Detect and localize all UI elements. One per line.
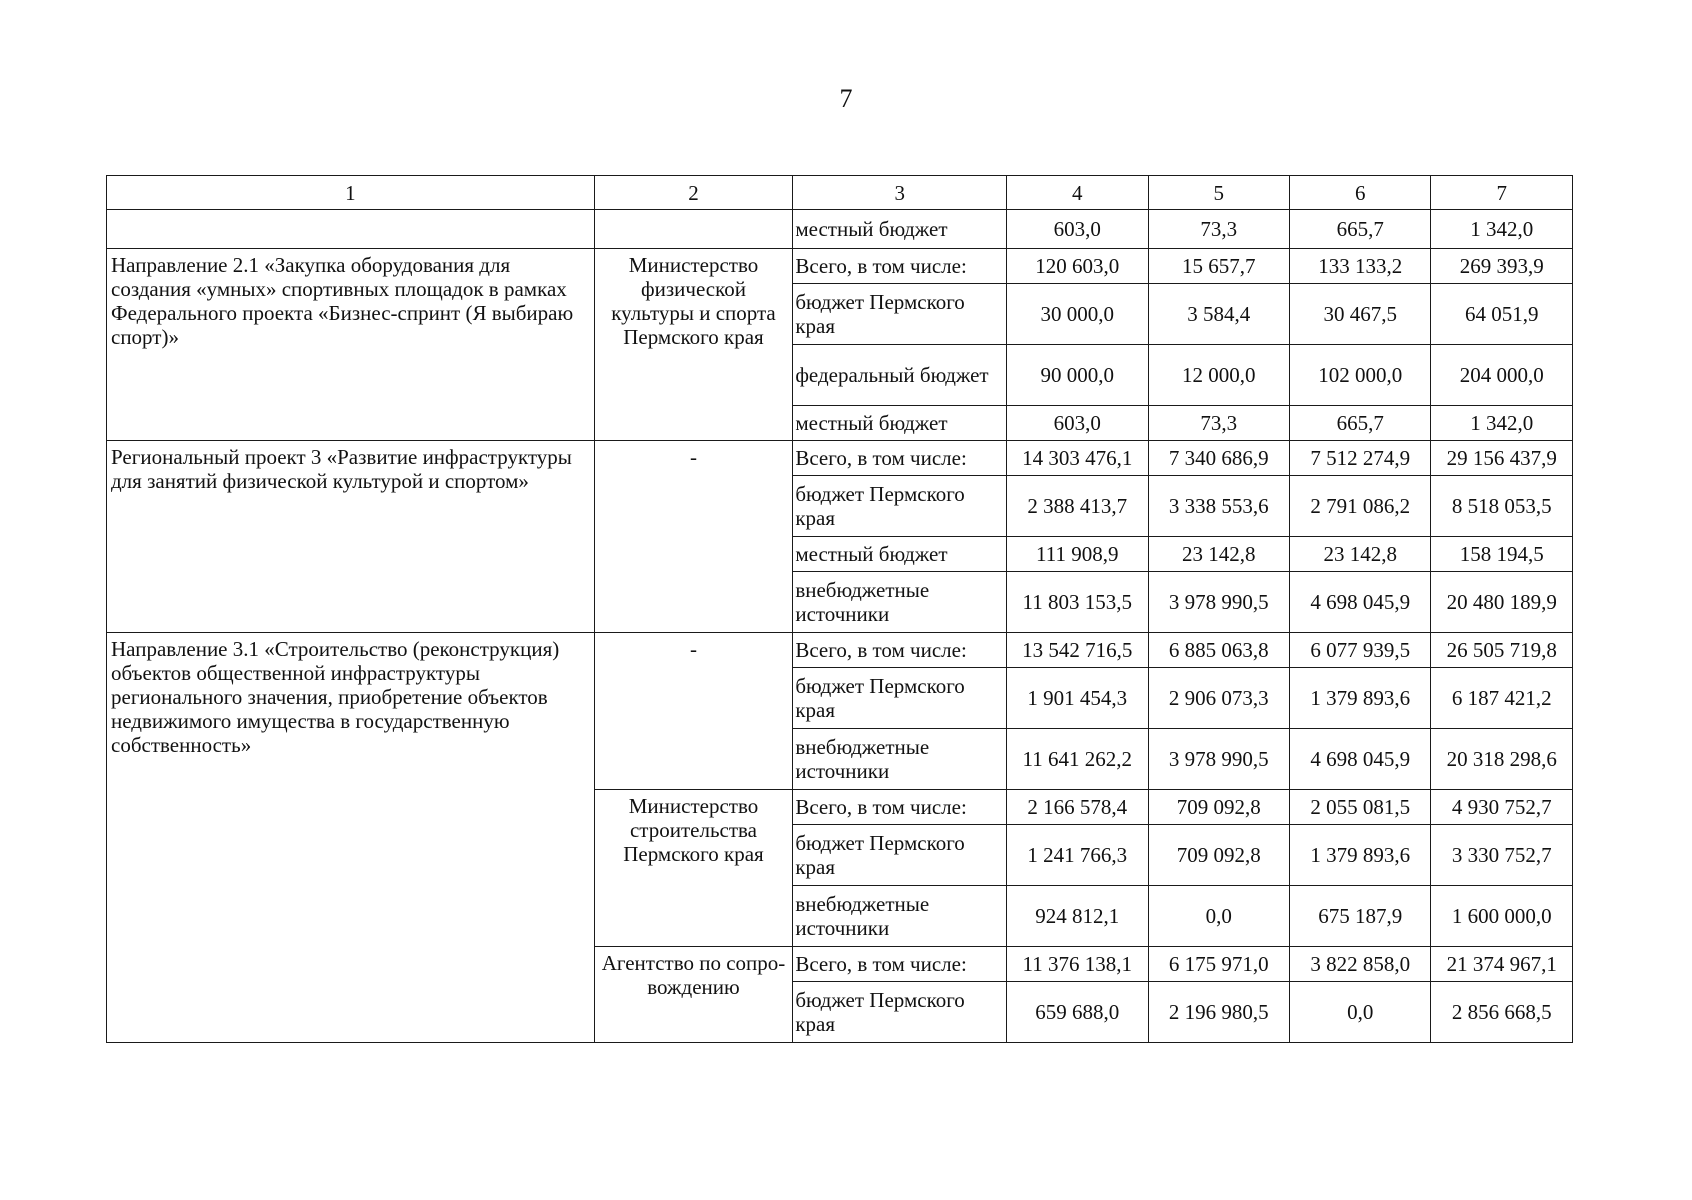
amount-cell: 2 856 668,5 bbox=[1431, 982, 1573, 1043]
amount-cell: 924 812,1 bbox=[1007, 886, 1148, 947]
amount-cell: 603,0 bbox=[1007, 406, 1148, 441]
amount-cell: 0,0 bbox=[1148, 886, 1289, 947]
amount-cell: 1 379 893,6 bbox=[1289, 825, 1430, 886]
amount-cell: 4 930 752,7 bbox=[1431, 790, 1573, 825]
funding-source-cell: местный бюджет bbox=[793, 406, 1007, 441]
funding-source-cell: федеральный бюджет bbox=[793, 345, 1007, 406]
amount-cell: 3 822 858,0 bbox=[1289, 947, 1430, 982]
amount-cell: 120 603,0 bbox=[1007, 249, 1148, 284]
amount-cell: 23 142,8 bbox=[1289, 537, 1430, 572]
amount-cell: 30 467,5 bbox=[1289, 284, 1430, 345]
amount-cell: 15 657,7 bbox=[1148, 249, 1289, 284]
program-name-cell: Направление 3.1 «Строительство (реконструкция) объектов общественной инфраструктуры регионального значения, приобретение объектов недвижимого имущества в государственную собственность» bbox=[107, 633, 595, 1043]
funding-source-cell: внебюджетные источники bbox=[793, 729, 1007, 790]
amount-cell: 111 908,9 bbox=[1007, 537, 1148, 572]
header-row bbox=[107, 176, 1573, 210]
funding-source-cell: бюджет Пермского края bbox=[793, 284, 1007, 345]
amount-cell: 29 156 437,9 bbox=[1431, 441, 1573, 476]
table-row bbox=[107, 210, 1573, 249]
amount-cell: 7 512 274,9 bbox=[1289, 441, 1430, 476]
column-header: 6 bbox=[1289, 176, 1430, 210]
amount-cell: 102 000,0 bbox=[1289, 345, 1430, 406]
column-header: 5 bbox=[1148, 176, 1289, 210]
executor-cell: Министерство физической культуры и спорта Пермского края bbox=[594, 249, 793, 441]
amount-cell: 659 688,0 bbox=[1007, 982, 1148, 1043]
amount-cell: 1 600 000,0 bbox=[1431, 886, 1573, 947]
amount-cell: 3 978 990,5 bbox=[1148, 572, 1289, 633]
amount-cell: 73,3 bbox=[1148, 406, 1289, 441]
amount-cell: 1 342,0 bbox=[1431, 406, 1573, 441]
amount-cell: 6 175 971,0 bbox=[1148, 947, 1289, 982]
amount-cell: 20 480 189,9 bbox=[1431, 572, 1573, 633]
amount-cell: 2 166 578,4 bbox=[1007, 790, 1148, 825]
column-header: 1 bbox=[107, 176, 595, 210]
amount-cell: 73,3 bbox=[1148, 210, 1289, 249]
amount-cell: 269 393,9 bbox=[1431, 249, 1573, 284]
page-number: 7 bbox=[839, 84, 853, 113]
column-header: 7 bbox=[1431, 176, 1573, 210]
amount-cell: 1 379 893,6 bbox=[1289, 668, 1430, 729]
executor-cell: Агентство по сопро-вождению bbox=[594, 947, 793, 1043]
funding-source-cell: внебюджетные источники bbox=[793, 572, 1007, 633]
column-header: 4 bbox=[1007, 176, 1148, 210]
amount-cell: 1 241 766,3 bbox=[1007, 825, 1148, 886]
amount-cell: 21 374 967,1 bbox=[1431, 947, 1573, 982]
amount-cell: 1 342,0 bbox=[1431, 210, 1573, 249]
table-row bbox=[107, 633, 1573, 668]
budget-table bbox=[106, 175, 1573, 1043]
amount-cell: 3 978 990,5 bbox=[1148, 729, 1289, 790]
amount-cell: 23 142,8 bbox=[1148, 537, 1289, 572]
amount-cell: 6 187 421,2 bbox=[1431, 668, 1573, 729]
amount-cell: 133 133,2 bbox=[1289, 249, 1430, 284]
amount-cell: 13 542 716,5 bbox=[1007, 633, 1148, 668]
amount-cell: 14 303 476,1 bbox=[1007, 441, 1148, 476]
amount-cell: 8 518 053,5 bbox=[1431, 476, 1573, 537]
funding-source-cell: бюджет Пермского края bbox=[793, 476, 1007, 537]
amount-cell: 204 000,0 bbox=[1431, 345, 1573, 406]
program-name-cell bbox=[107, 210, 595, 249]
amount-cell: 0,0 bbox=[1289, 982, 1430, 1043]
amount-cell: 665,7 bbox=[1289, 406, 1430, 441]
amount-cell: 7 340 686,9 bbox=[1148, 441, 1289, 476]
funding-source-cell: бюджет Пермского края bbox=[793, 825, 1007, 886]
amount-cell: 2 388 413,7 bbox=[1007, 476, 1148, 537]
amount-cell: 26 505 719,8 bbox=[1431, 633, 1573, 668]
amount-cell: 2 055 081,5 bbox=[1289, 790, 1430, 825]
funding-source-cell: Всего, в том числе: bbox=[793, 633, 1007, 668]
amount-cell: 1 901 454,3 bbox=[1007, 668, 1148, 729]
amount-cell: 6 077 939,5 bbox=[1289, 633, 1430, 668]
funding-source-cell: внебюджетные источники bbox=[793, 886, 1007, 947]
amount-cell: 665,7 bbox=[1289, 210, 1430, 249]
amount-cell: 675 187,9 bbox=[1289, 886, 1430, 947]
funding-source-cell: Всего, в том числе: bbox=[793, 441, 1007, 476]
executor-cell: - bbox=[594, 441, 793, 633]
executor-cell: Министерство строительства Пермского края bbox=[594, 790, 793, 947]
amount-cell: 3 584,4 bbox=[1148, 284, 1289, 345]
amount-cell: 12 000,0 bbox=[1148, 345, 1289, 406]
table-row bbox=[107, 441, 1573, 476]
funding-source-cell: бюджет Пермского края bbox=[793, 982, 1007, 1043]
column-header: 3 bbox=[793, 176, 1007, 210]
amount-cell: 64 051,9 bbox=[1431, 284, 1573, 345]
amount-cell: 709 092,8 bbox=[1148, 790, 1289, 825]
funding-source-cell: местный бюджет bbox=[793, 210, 1007, 249]
amount-cell: 2 196 980,5 bbox=[1148, 982, 1289, 1043]
amount-cell: 2 906 073,3 bbox=[1148, 668, 1289, 729]
column-header: 2 bbox=[594, 176, 793, 210]
amount-cell: 3 330 752,7 bbox=[1431, 825, 1573, 886]
funding-source-cell: местный бюджет bbox=[793, 537, 1007, 572]
amount-cell: 158 194,5 bbox=[1431, 537, 1573, 572]
executor-cell bbox=[594, 210, 793, 249]
funding-source-cell: Всего, в том числе: bbox=[793, 790, 1007, 825]
amount-cell: 4 698 045,9 bbox=[1289, 572, 1430, 633]
amount-cell: 709 092,8 bbox=[1148, 825, 1289, 886]
funding-source-cell: Всего, в том числе: bbox=[793, 249, 1007, 284]
funding-source-cell: Всего, в том числе: bbox=[793, 947, 1007, 982]
amount-cell: 2 791 086,2 bbox=[1289, 476, 1430, 537]
table-row bbox=[107, 249, 1573, 284]
amount-cell: 603,0 bbox=[1007, 210, 1148, 249]
amount-cell: 11 641 262,2 bbox=[1007, 729, 1148, 790]
program-name-cell: Региональный проект 3 «Развитие инфраструктуры для занятий физической культурой и спортом» bbox=[107, 441, 595, 633]
amount-cell: 3 338 553,6 bbox=[1148, 476, 1289, 537]
amount-cell: 90 000,0 bbox=[1007, 345, 1148, 406]
amount-cell: 11 376 138,1 bbox=[1007, 947, 1148, 982]
amount-cell: 11 803 153,5 bbox=[1007, 572, 1148, 633]
amount-cell: 6 885 063,8 bbox=[1148, 633, 1289, 668]
amount-cell: 4 698 045,9 bbox=[1289, 729, 1430, 790]
amount-cell: 30 000,0 bbox=[1007, 284, 1148, 345]
funding-source-cell: бюджет Пермского края bbox=[793, 668, 1007, 729]
executor-cell: - bbox=[594, 633, 793, 790]
amount-cell: 20 318 298,6 bbox=[1431, 729, 1573, 790]
program-name-cell: Направление 2.1 «Закупка оборудования для создания «умных» спортивных площадок в рамках Федерального проекта «Бизнес-спринт (Я выбираю спорт)» bbox=[107, 249, 595, 441]
